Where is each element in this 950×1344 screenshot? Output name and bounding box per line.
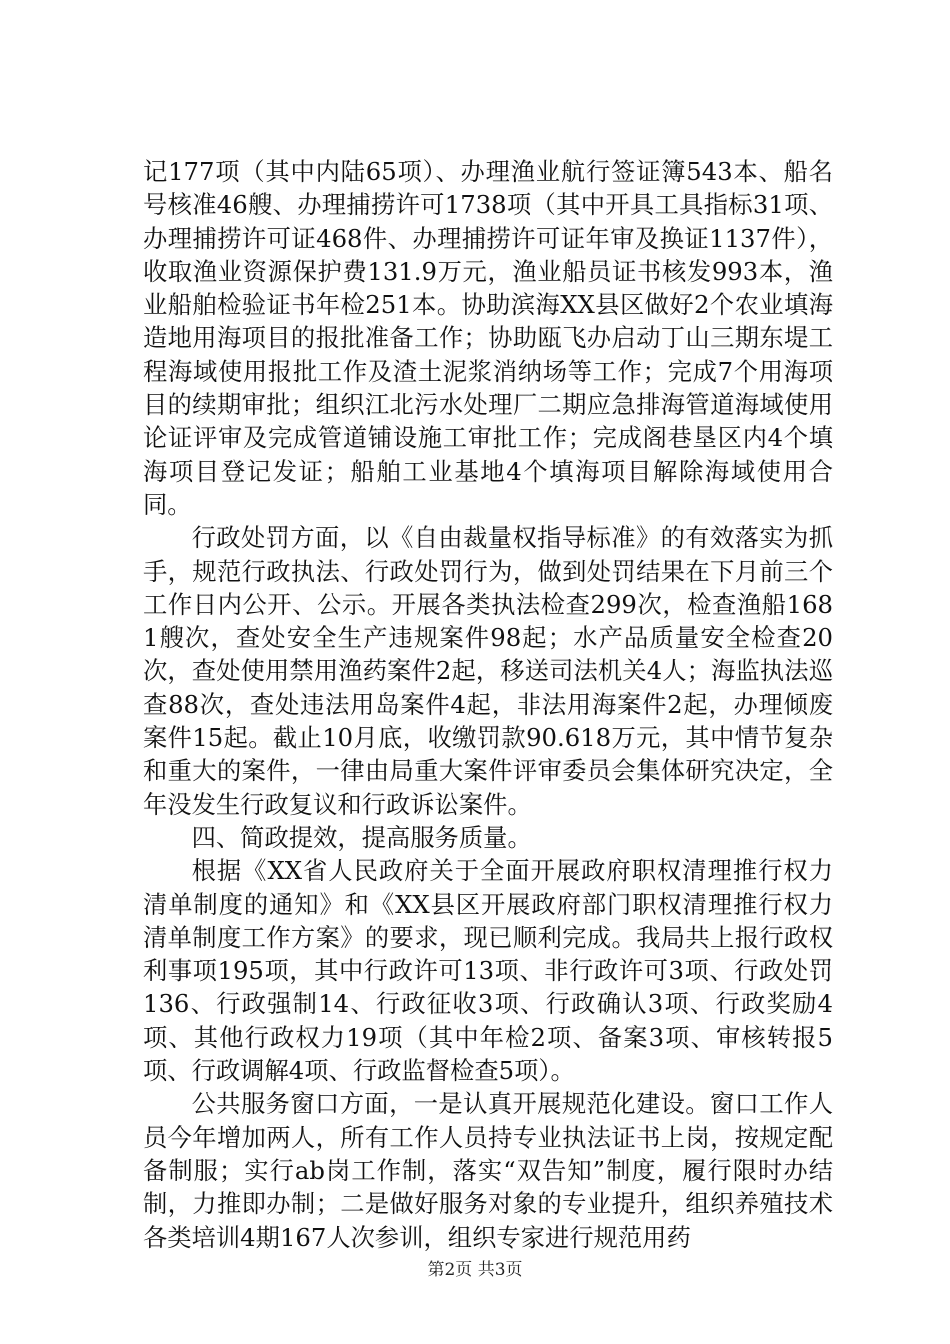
paragraph-power-list: 根据《XX省人民政府关于全面开展政府职权清理推行权力清单制度的通知》和《XX县区开展政府部门职权清理推行权力清单制度工作方案》的要求，现已顺利完成。我局共上报行政权利事项195项，其中行政许可13项、非行政许可3项、行政处罚136、行政强制14、行政征收3项、行政确认3项、行政奖励4项、其他行政权力19项（其中年检2项、备案3项、审核转报5项、行政调解4项、行政监督检查5项）。 — [143, 856, 833, 1086]
paragraph-administrative-penalty: 行政处罚方面，以《自由裁量权指导标准》的有效落实为抓手，规范行政执法、行政处罚行为，做到处罚结果在下月前三个工作日内公开、公示。开展各类执法检查299次，检查渔船1681艘次，查处安全生产违规案件98起；水产品质量安全检查20次，查处使用禁用渔药案件2起，移送司法机关4人；海监执法巡查88次，查处违法用岛案件4起，非法用海案件2起，办理倾废案件15起。截止10月底，收缴罚款90.618万元，其中情节复杂和重大的案件，一律由局重大案件评审委员会集体研究决定，全年没发生行政复议和行政诉讼案件。 — [143, 523, 833, 819]
document-body — [143, 155, 833, 1254]
paragraph-service-window: 公共服务窗口方面，一是认真开展规范化建设。窗口工作人员今年增加两人，所有工作人员持专业执法证书上岗，按规定配备制服；实行ab岗工作制，落实“双告知”制度，履行限时办结制，力推即办制；二是做好服务对象的专业提升，组织养殖技术各类培训4期167人次参训，组织专家进行规范用药 — [143, 1089, 833, 1252]
section-heading-streamline: 四、简政提效，提高服务质量。 — [191, 822, 532, 852]
paragraph-licensing-continued: 记177项（其中内陆65项）、办理渔业航行签证簿543本、船名号核准46艘、办理捕捞许可1738项（其中开具工具指标31项、办理捕捞许可证468件、办理捕捞许可证年审及换证1137件），收取渔业资源保护费131.9万元，渔业船员证书核发993本，渔业船舶检验证书年检251本。协助滨海XX县区做好2个农业填海造地用海项目的报批准备工作；协助瓯飞办启动丁山三期东堤工程海域使用报批工作及渣土泥浆消纳场等工作；完成7个用海项目的续期审批；组织江北污水处理厂二期应急排海管道海域使用论证评审及完成管道铺设施工审批工作；完成阁巷垦区内4个填海项目登记发证；船舶工业基地4个填海项目解除海域使用合同。 — [143, 157, 833, 519]
page-footer: 第2页 共3页 — [427, 1260, 523, 1280]
